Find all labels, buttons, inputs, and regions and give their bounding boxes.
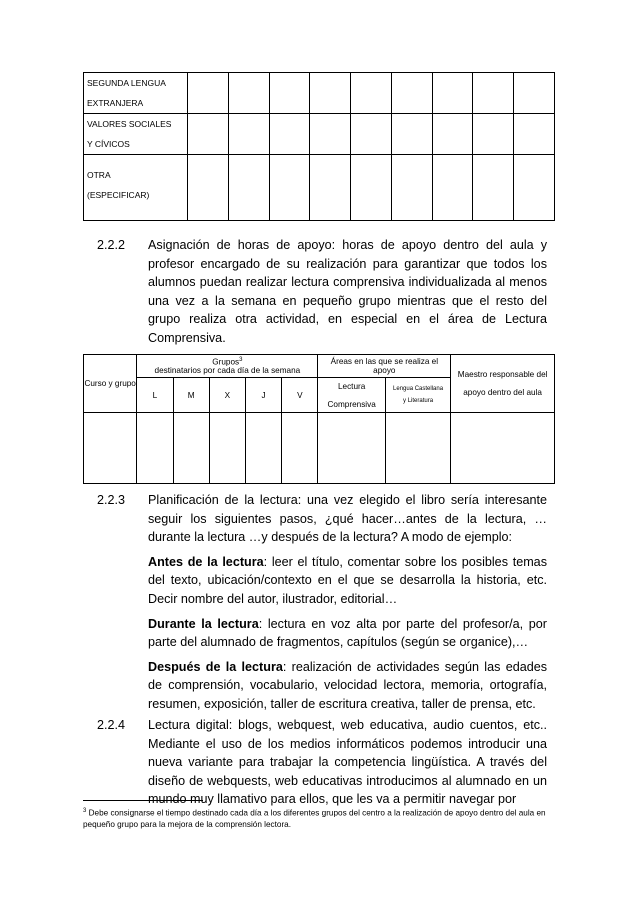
header-lectura: Lectura Comprensiva — [318, 378, 385, 413]
section-number: 2.2.4 — [97, 718, 126, 732]
section-text: Asignación de horas de apoyo: horas de apoyo dentro del aula y profesor encargado de su realización para garantizar que todos los alumnos puedan realizar lectura comprensiva individualizada al menos una vez a la semana en pequeño grupo mientras que el resto del grupo realiza otra actividad, en especial en el área de Lectura Comprensiva. — [148, 238, 547, 345]
table-row — [84, 114, 555, 155]
paragraph-durante: Durante la lectura: lectura en voz alta por parte del profesor/a, por parte del alumnado de fragmentos, capítulos (según se organice),… — [148, 616, 547, 650]
table-row — [84, 413, 555, 484]
paragraph-despues: Después de la lectura: realización de actividades según las edades de comprensión, vocabulario, velocidad lectora, memoria, ortografía, resumen, exposición, taller de escritura creativa, taller de prensa, etc. — [148, 659, 548, 711]
header-maestro: Maestro responsable del apoyo dentro del aula — [451, 355, 555, 413]
section-number: 2.2.3 — [97, 493, 126, 507]
section-text: Lectura digital: blogs, webquest, web educativa, audio cuentos, etc.. Mediante el uso de los medios informáticos podemos introducir una nueva variante para trabajar la competencia lingüística. A través del diseño de webquests, web educativas introducimos al alumnado en un mundo muy llamativo para ellos, que les va a permitir navegar por — [148, 718, 547, 807]
row-label: SEGUNDA LENGUA EXTRANJERA — [84, 73, 188, 114]
header-lengua: Lengua Castellana y Literatura — [385, 378, 450, 413]
footnote: $^3$ Debe consignarse el tiempo destinado cada día a los diferentes grupos del centro a la realización de apoyo dentro del aula en pequeño grupo para la mejora de la comprensión lectora. — [83, 808, 546, 830]
header-grupos: Grupos$^3$ destinatarios por cada día de la semana — [137, 355, 318, 378]
row-label: VALORES SOCIALES Y CÍVICOS — [84, 114, 188, 155]
day-header: L — [137, 378, 173, 413]
day-header: M — [173, 378, 209, 413]
section-intro: Planificación de la lectura: una vez elegido el libro sería interesante seguir los siguientes pasos, ¿qué hacer…antes de la lectura, … durante la lectura …y después de la lectura? A modo de ejemplo: — [148, 493, 547, 545]
section-2-2-3 — [97, 491, 547, 720]
row-label: OTRA (ESPECIFICAR) — [84, 155, 188, 221]
section-number: 2.2.2 — [97, 238, 126, 252]
subjects-table — [83, 72, 555, 221]
paragraph-antes: Antes de la lectura: leer el título, comentar sobre los posibles temas del texto, ubicación/contexto en el que se desarrolla la historia, etc. Decir nombre del autor, ilustrador, editorial… — [148, 554, 547, 606]
header-curso: Curso y grupo — [84, 355, 137, 413]
table-row — [84, 73, 555, 114]
support-hours-table — [83, 354, 555, 484]
day-header: J — [245, 378, 281, 413]
footnote-divider — [83, 800, 203, 801]
day-header: X — [209, 378, 245, 413]
header-areas: Áreas en las que se realiza el apoyo — [318, 355, 451, 378]
section-2-2-2 — [97, 236, 547, 354]
day-header: V — [282, 378, 318, 413]
table-row — [84, 155, 555, 221]
table-header-row — [84, 355, 555, 378]
